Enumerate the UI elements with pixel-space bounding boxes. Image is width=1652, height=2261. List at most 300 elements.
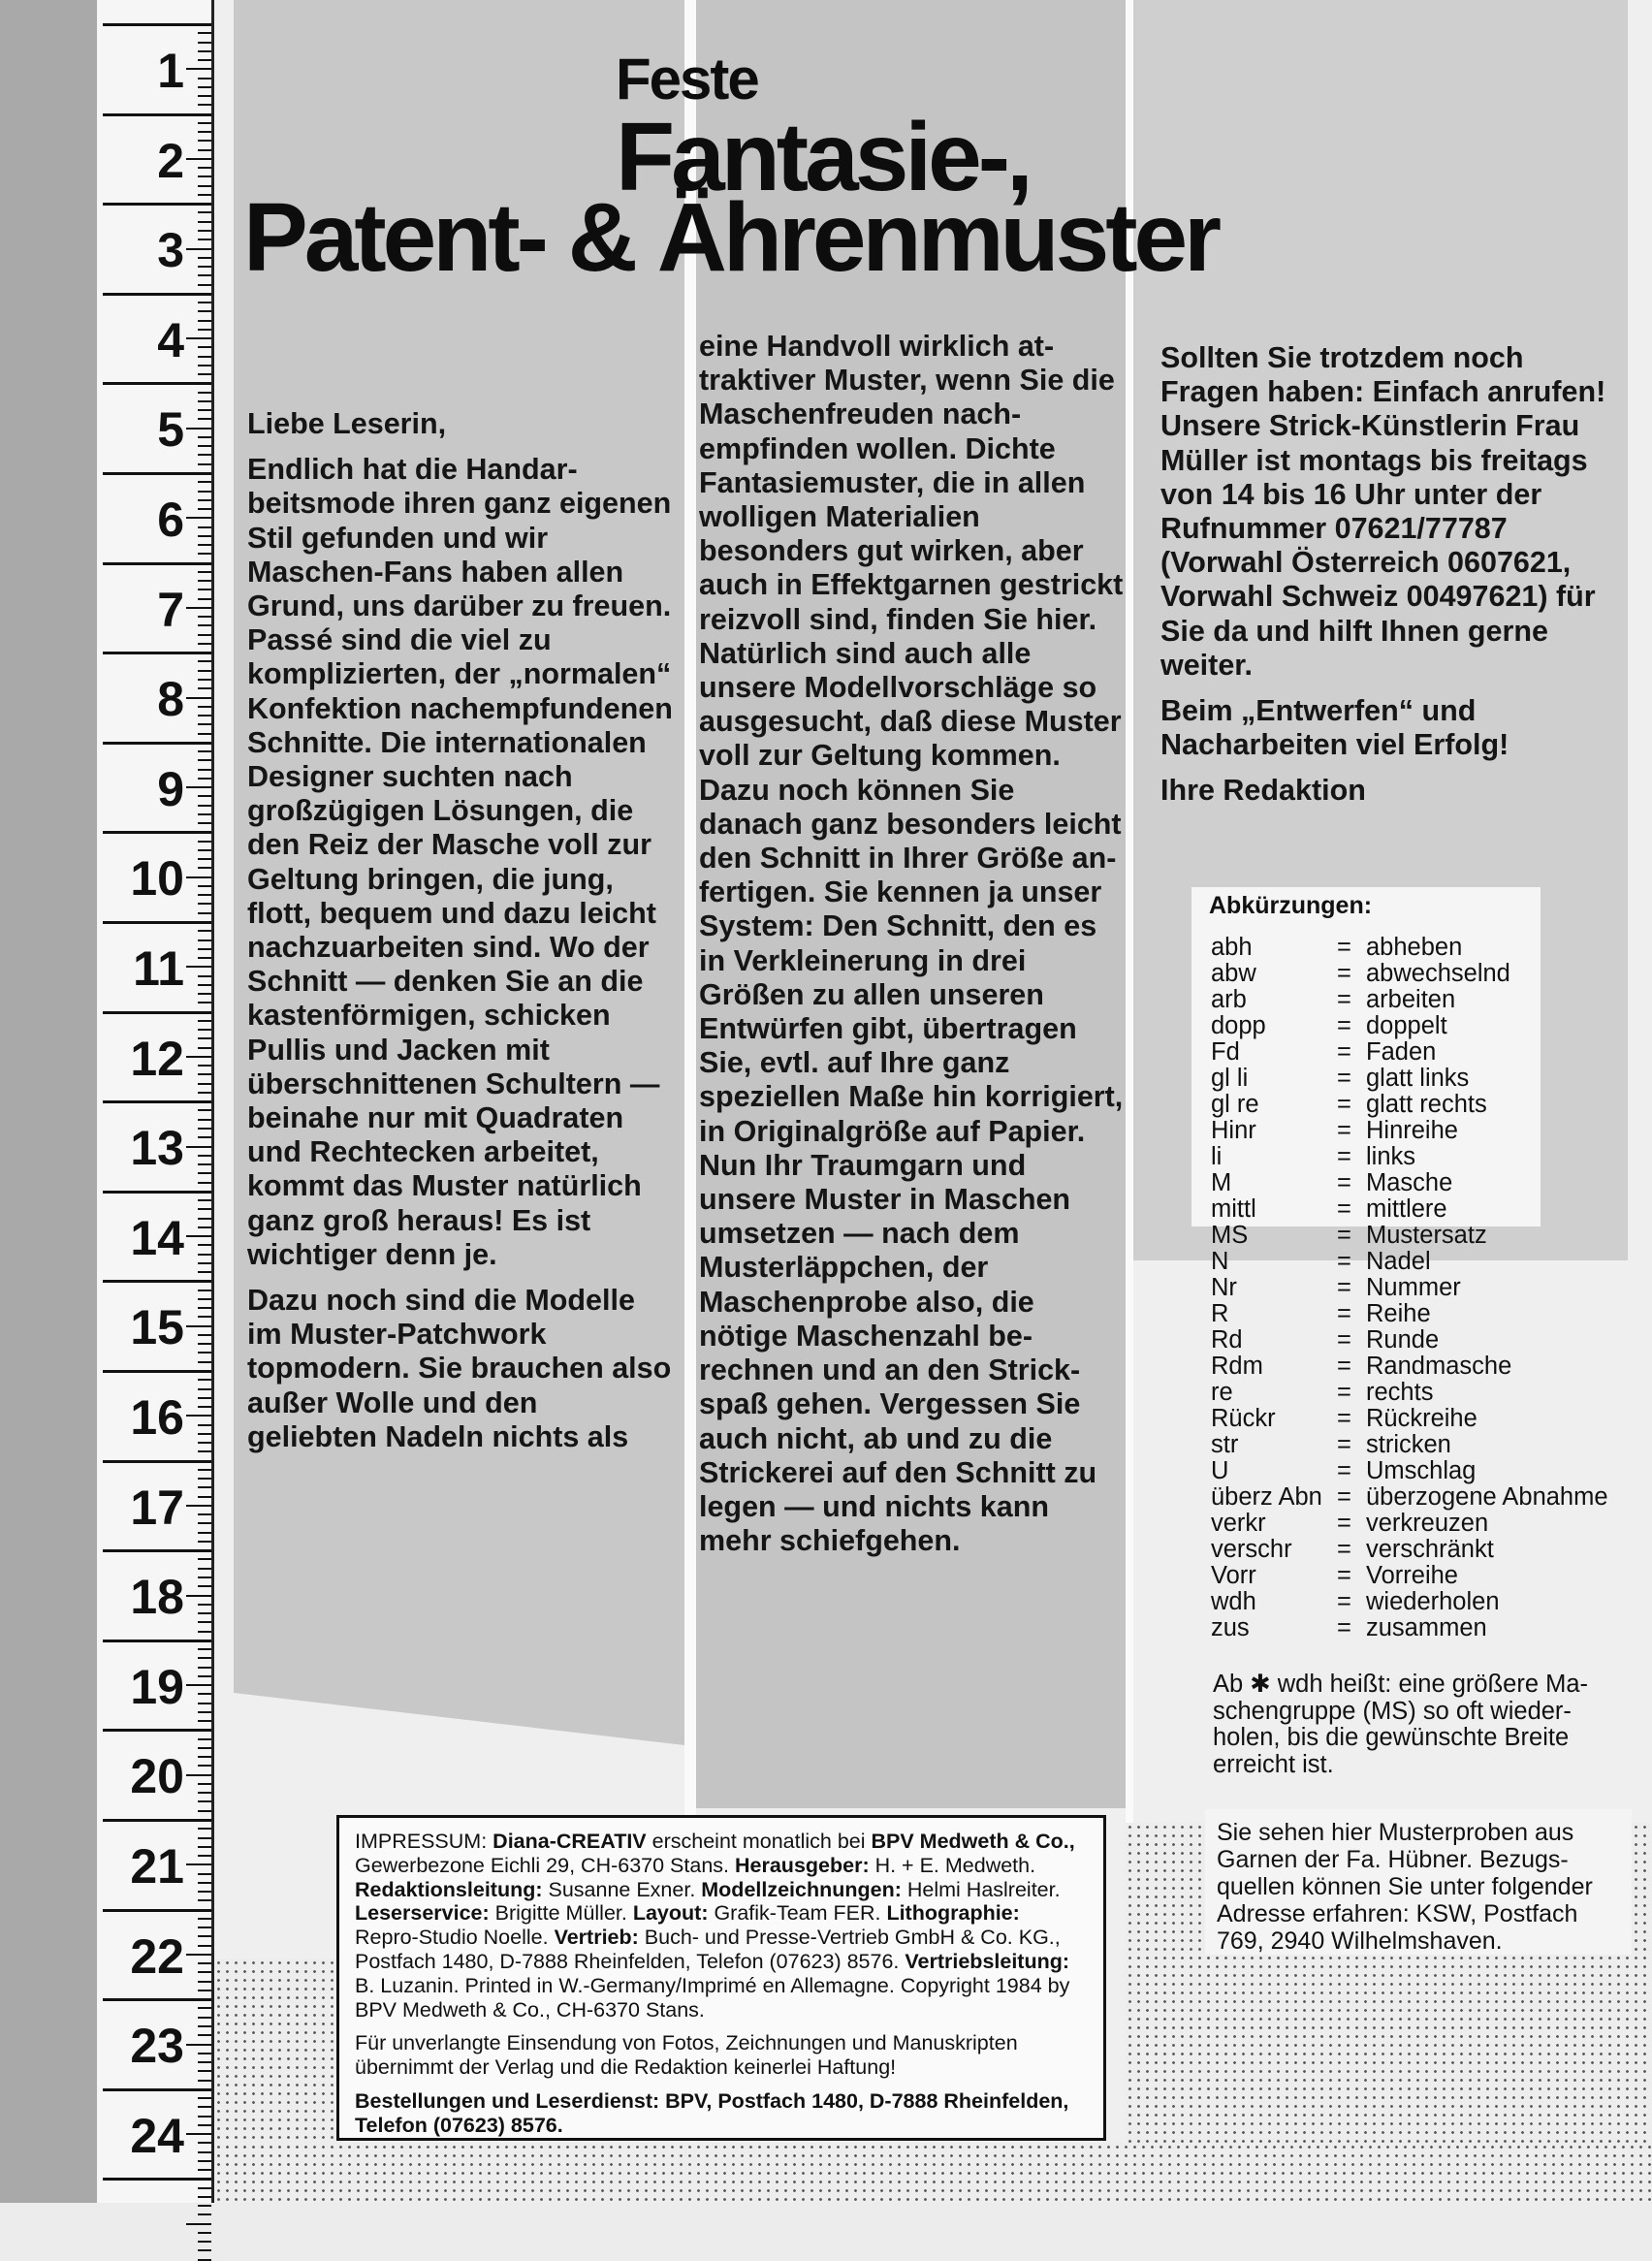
ruler-minor-tick bbox=[198, 1747, 211, 1749]
ruler-minor-tick bbox=[198, 2142, 211, 2144]
abbreviation-eq: = bbox=[1337, 1536, 1351, 1563]
impressum-fragment: Buch- und Presse-Vertrieb GmbH & Co. KG., Postfach 1480, D-7888 Rheinfelden, Telefon (07623) 8576. bbox=[355, 1926, 1061, 1973]
ruler-minor-tick bbox=[198, 445, 211, 447]
abbreviation-eq: = bbox=[1337, 1562, 1351, 1589]
ruler-minor-tick bbox=[198, 975, 211, 977]
ruler-minor-tick bbox=[198, 894, 211, 896]
impressum-label: Redaktionsleitung: bbox=[355, 1877, 543, 1901]
title-line-2: Fantasie-, bbox=[616, 103, 1030, 211]
ruler-minor-tick bbox=[198, 867, 211, 869]
ruler-major-tick bbox=[103, 652, 211, 654]
ruler-number: 4 bbox=[157, 312, 184, 367]
ruler-minor-tick bbox=[198, 140, 211, 142]
ruler-major-tick bbox=[103, 1819, 211, 1822]
ruler-number: 17 bbox=[130, 1480, 184, 1535]
abbreviation-row bbox=[1211, 1615, 1618, 1641]
ruler-minor-tick bbox=[198, 805, 211, 807]
ruler-minor-tick bbox=[198, 813, 211, 815]
impressum-label: Vertriebsleitung: bbox=[905, 1949, 1070, 1973]
ruler-minor-tick bbox=[198, 1873, 211, 1875]
ruler-minor-tick bbox=[186, 68, 211, 70]
ruler-minor-tick bbox=[186, 248, 211, 250]
abbreviation-val: überzogene Abnahme bbox=[1366, 1483, 1608, 1511]
ruler-minor-tick bbox=[198, 266, 211, 268]
ruler-minor-tick bbox=[198, 687, 211, 689]
abbreviation-row bbox=[1211, 1092, 1618, 1118]
ruler-minor-tick bbox=[198, 284, 211, 286]
abbreviation-val: Vorreihe bbox=[1366, 1562, 1458, 1589]
ruler-major-tick bbox=[103, 1011, 211, 1014]
abbreviation-val: wiederholen bbox=[1366, 1588, 1500, 1615]
abbreviation-eq: = bbox=[1337, 1169, 1351, 1196]
ruler-minor-tick bbox=[198, 1109, 211, 1111]
ruler-minor-tick bbox=[198, 320, 211, 322]
ruler-number: 6 bbox=[157, 493, 184, 547]
ruler-number: 8 bbox=[157, 672, 184, 727]
ruler-minor-tick bbox=[198, 1971, 211, 1973]
abbreviation-eq: = bbox=[1337, 1405, 1351, 1432]
ruler-minor-tick bbox=[198, 1667, 211, 1669]
ruler-minor-tick bbox=[198, 1226, 211, 1228]
impressum-label: Vertrieb: bbox=[554, 1926, 639, 1950]
abbreviation-key: mittl bbox=[1211, 1195, 1256, 1223]
impressum-text bbox=[355, 1830, 1088, 2022]
ruler-major-tick bbox=[103, 1729, 211, 1732]
ruler-minor-tick bbox=[198, 1891, 211, 1893]
ruler-minor-tick bbox=[198, 723, 211, 725]
ruler-minor-tick bbox=[198, 1361, 211, 1363]
ruler-number: 21 bbox=[130, 1839, 184, 1894]
ruler-minor-tick bbox=[198, 131, 211, 133]
abbreviation-eq: = bbox=[1337, 1038, 1351, 1066]
ruler-minor-tick bbox=[198, 1424, 211, 1426]
ruler-minor-tick bbox=[198, 2232, 211, 2234]
ruler-minor-tick bbox=[198, 1738, 211, 1740]
ruler-minor-tick bbox=[198, 50, 211, 52]
ruler-minor-tick bbox=[198, 149, 211, 151]
ruler-minor-tick bbox=[198, 221, 211, 223]
ruler-minor-tick bbox=[198, 329, 211, 331]
ruler-minor-tick bbox=[198, 1433, 211, 1435]
ruler-minor-tick bbox=[198, 1397, 211, 1399]
abbreviation-eq: = bbox=[1337, 1300, 1351, 1327]
ruler-number: 16 bbox=[130, 1390, 184, 1445]
ruler-minor-tick bbox=[198, 1703, 211, 1704]
ruler-minor-tick bbox=[198, 1254, 211, 1256]
ruler-minor-tick bbox=[198, 1604, 211, 1606]
ruler-minor-tick bbox=[198, 2196, 211, 2198]
impressum-label: IMPRESSUM: bbox=[355, 1830, 488, 1853]
ruler-minor-tick bbox=[198, 1693, 211, 1695]
magazine-name: Diana-CREATIV bbox=[492, 1830, 647, 1853]
ruler-number: 11 bbox=[133, 941, 184, 996]
abbreviation-row bbox=[1211, 1563, 1618, 1589]
abbreviation-key: li bbox=[1211, 1143, 1223, 1170]
ruler-minor-tick bbox=[198, 1711, 211, 1713]
outer-margin bbox=[0, 0, 97, 2203]
abbreviation-eq: = bbox=[1337, 1353, 1351, 1380]
ruler-minor-tick bbox=[198, 1945, 211, 1947]
ruler-minor-tick bbox=[186, 2223, 211, 2225]
abbreviation-val: verkreuzen bbox=[1366, 1510, 1489, 1537]
ruler-minor-tick bbox=[198, 1522, 211, 1524]
supplier-note: Sie sehen hier Musterproben aus Garnen der Fa. Hübner. Bezugsquellen können Sie unter folgender Adresse erfahren: KSW, Postfach 769, 2940 Wilhelmshaven. bbox=[1205, 1809, 1632, 1955]
ruler-minor-tick bbox=[198, 42, 211, 44]
ruler-minor-tick bbox=[198, 1612, 211, 1614]
ruler-minor-tick bbox=[198, 1271, 211, 1273]
ruler-minor-tick bbox=[198, 571, 211, 573]
ruler-minor-tick bbox=[198, 356, 211, 358]
abbreviation-val: Umschlag bbox=[1366, 1457, 1477, 1484]
ruler-major-tick bbox=[103, 1370, 211, 1373]
impressum-label: Leserservice: bbox=[355, 1901, 490, 1926]
ruler-minor-tick bbox=[198, 59, 211, 61]
ruler-minor-tick bbox=[198, 1657, 211, 1659]
abbreviation-key: Fd bbox=[1211, 1038, 1240, 1066]
ruler-minor-tick bbox=[198, 778, 211, 780]
ruler-major-tick bbox=[103, 293, 211, 296]
ruler-minor-tick bbox=[198, 1478, 211, 1480]
ruler-minor-tick bbox=[198, 400, 211, 402]
ruler-minor-tick bbox=[198, 885, 211, 887]
abbreviation-val: Nummer bbox=[1366, 1274, 1461, 1301]
ruler-minor-tick bbox=[198, 508, 211, 510]
ruler-minor-tick bbox=[198, 589, 211, 590]
ruler-number: 1 bbox=[157, 44, 184, 98]
abbreviation-row bbox=[1211, 1223, 1618, 1249]
ruler-minor-tick bbox=[198, 239, 211, 240]
ruler-major-tick bbox=[103, 1640, 211, 1642]
impressum-fragment: Grafik-Team FER. bbox=[708, 1901, 887, 1926]
ruler-major-tick bbox=[103, 1100, 211, 1103]
ruler-minor-tick bbox=[198, 535, 211, 537]
abbreviation-row bbox=[1211, 1589, 1618, 1615]
ruler-minor-tick bbox=[198, 373, 211, 375]
abbreviation-eq: = bbox=[1337, 1431, 1351, 1458]
ruler-major-tick bbox=[103, 472, 211, 475]
ruler-minor-tick bbox=[198, 2053, 211, 2054]
text-column-1 bbox=[247, 407, 674, 1466]
abbreviation-row bbox=[1211, 1066, 1618, 1092]
abbreviation-row bbox=[1211, 1511, 1618, 1537]
ruler-minor-tick bbox=[198, 858, 211, 860]
ruler-number: 3 bbox=[157, 223, 184, 278]
abbreviation-eq: = bbox=[1337, 960, 1351, 987]
abbreviation-val: Rückreihe bbox=[1366, 1405, 1477, 1432]
ruler-minor-tick bbox=[198, 598, 211, 600]
ruler-number: 10 bbox=[130, 851, 184, 907]
paragraph: Endlich hat die Handarbeitsmode ihren ganz eigenen Stil gefunden und wir Maschen-Fans haben allen Grund, uns darüber zu freuen. Passé sind die viel zu komplizierten, der „normalen“ Konfektion nachempfundenen Schnitte. Die internationalen Designer suchten nach großzügigen Lösungen, die den Reiz der Masche voll zur Geltung bringen, die jung, flott, bequem und dazu leicht nachzuarbeiten sind. Wo der Schnitt — denken Sie an die kastenförmigen, schicken Pullis und Jacken mit überschnittenen Schultern — beinahe nur mit Quadraten und Rechtecken arbeitet, kommt das Muster natürlich ganz groß heraus! Es ist wichtiger denn je. bbox=[247, 453, 673, 1271]
ruler-minor-tick bbox=[198, 660, 211, 662]
ruler-minor-tick bbox=[198, 1800, 211, 1802]
abbreviation-val: Runde bbox=[1366, 1326, 1440, 1353]
abbreviation-row bbox=[1211, 1013, 1618, 1039]
ruler-minor-tick bbox=[198, 418, 211, 420]
ruler-minor-tick bbox=[198, 1585, 211, 1587]
ruler-minor-tick bbox=[198, 2160, 211, 2162]
abbreviation-val: Nadel bbox=[1366, 1248, 1431, 1275]
ruler-minor-tick bbox=[198, 1541, 211, 1543]
ruler-minor-tick bbox=[198, 463, 211, 465]
ruler-minor-tick bbox=[198, 436, 211, 438]
abbreviation-row bbox=[1211, 935, 1618, 961]
abbreviation-key: Rdm bbox=[1211, 1353, 1263, 1380]
abbreviation-val: Masche bbox=[1366, 1169, 1453, 1196]
paragraph: Sollten Sie trotzdem noch Fragen haben: Einfach anrufen! Unsere Strick-Künstlerin Frau Müller ist montags bis freitags von 14 bis 16 Uhr unter der Rufnummer 07621/77787 (Vorwahl Österreich 0607621, Vorwahl Schweiz 00497621) für Sie da und hilft Ihnen gerne weiter. bbox=[1160, 341, 1606, 682]
ruler-minor-tick bbox=[198, 78, 211, 80]
abbreviation-key: abh bbox=[1211, 934, 1253, 961]
impressum-label: Modellzeichnungen: bbox=[701, 1877, 902, 1901]
ruler-minor-tick bbox=[198, 2124, 211, 2126]
abbreviation-key: arb bbox=[1211, 986, 1247, 1013]
abbreviation-row bbox=[1211, 1537, 1618, 1563]
ruler-minor-tick bbox=[198, 1388, 211, 1390]
impressum-label: Herausgeber: bbox=[735, 1853, 870, 1877]
ruler-minor-tick bbox=[198, 1073, 211, 1075]
ruler-minor-tick bbox=[198, 1837, 211, 1839]
ruler-minor-tick bbox=[198, 1828, 211, 1830]
ruler-minor-tick bbox=[198, 553, 211, 555]
ruler-minor-tick bbox=[198, 1469, 211, 1471]
disclaimer: Für unverlangte Einsendung von Fotos, Zeichnungen und Manuskripten übernimmt der Verlag und die Redaktion keinerlei Haftung! bbox=[355, 2031, 1018, 2080]
text-column-3 bbox=[1160, 341, 1606, 820]
title-line-3: Patent- & Ährenmuster bbox=[243, 183, 1219, 292]
ruler-minor-tick bbox=[198, 32, 211, 34]
ruler-minor-tick bbox=[198, 175, 211, 177]
paragraph: Dazu noch sind die Modelle im Muster-Patchwork topmodern. Sie brauchen also außer Wolle und den geliebten Nadeln nichts als bbox=[247, 1284, 672, 1453]
ruler-minor-tick bbox=[198, 1576, 211, 1578]
abbreviation-eq: = bbox=[1337, 1274, 1351, 1301]
ruler-minor-tick bbox=[186, 607, 211, 609]
ruler-minor-tick bbox=[198, 2080, 211, 2082]
ruler-minor-tick bbox=[186, 786, 211, 788]
abbreviation-eq: = bbox=[1337, 1091, 1351, 1118]
ruler-number: 15 bbox=[130, 1300, 184, 1355]
ruler-minor-tick bbox=[198, 624, 211, 626]
ruler-minor-tick bbox=[198, 491, 211, 493]
abbreviation-key: dopp bbox=[1211, 1012, 1266, 1039]
ruler-minor-tick bbox=[198, 1037, 211, 1039]
ruler-minor-tick bbox=[198, 912, 211, 914]
ruler-minor-tick bbox=[186, 1415, 211, 1417]
ruler-minor-tick bbox=[186, 1954, 211, 1956]
ruler-minor-tick bbox=[198, 1002, 211, 1003]
impressum-label: Layout: bbox=[632, 1901, 709, 1926]
ruler-minor-tick bbox=[198, 1486, 211, 1488]
abbreviation-key: re bbox=[1211, 1379, 1233, 1406]
ruler-minor-tick bbox=[198, 733, 211, 735]
ruler-minor-tick bbox=[198, 2070, 211, 2072]
ruler-minor-tick bbox=[198, 1532, 211, 1534]
ruler-minor-tick bbox=[198, 2097, 211, 2099]
ruler-minor-tick bbox=[186, 1235, 211, 1237]
abbreviation-val: links bbox=[1366, 1143, 1416, 1170]
ruler-number: 24 bbox=[130, 2108, 184, 2163]
ruler-minor-tick bbox=[198, 930, 211, 932]
ruler-minor-tick bbox=[198, 715, 211, 717]
ruler-minor-tick bbox=[198, 1899, 211, 1901]
ruler-number: 18 bbox=[130, 1570, 184, 1625]
abbreviation-key: Rd bbox=[1211, 1326, 1243, 1353]
ruler-number: 20 bbox=[130, 1749, 184, 1804]
abbreviation-key: verschr bbox=[1211, 1536, 1292, 1563]
abbreviation-val: glatt rechts bbox=[1366, 1091, 1487, 1118]
abbreviation-val: doppelt bbox=[1366, 1012, 1447, 1039]
ruler-minor-tick bbox=[198, 580, 211, 582]
ruler-minor-tick bbox=[198, 2034, 211, 2036]
impressum-fragment: H. + E. Medweth. bbox=[869, 1853, 1036, 1877]
ruler-minor-tick bbox=[198, 1208, 211, 1210]
ruler-minor-tick bbox=[198, 95, 211, 97]
abbreviation-row bbox=[1211, 1327, 1618, 1353]
ruler-major-tick bbox=[103, 2088, 211, 2091]
ruler-minor-tick bbox=[198, 1262, 211, 1264]
abbreviation-key: str bbox=[1211, 1431, 1239, 1458]
ruler-minor-tick bbox=[198, 616, 211, 618]
ruler-minor-tick bbox=[198, 679, 211, 681]
dot-pattern bbox=[214, 2143, 1652, 2203]
abbreviation-key: U bbox=[1211, 1457, 1229, 1484]
ruler-minor-tick bbox=[198, 1513, 211, 1515]
ruler-minor-tick bbox=[186, 1863, 211, 1865]
ruler-minor-tick bbox=[198, 2151, 211, 2153]
ruler-minor-tick bbox=[198, 1020, 211, 1022]
abbreviation-row bbox=[1211, 1301, 1618, 1327]
ruler-minor-tick bbox=[198, 993, 211, 995]
ruler-major-tick bbox=[103, 921, 211, 924]
abbreviation-eq: = bbox=[1337, 1222, 1351, 1249]
abbreviation-eq: = bbox=[1337, 1588, 1351, 1615]
paragraph: eine Handvoll wirklich attraktiver Muster, wenn Sie die Maschenfreuden nachempfinden wollen. Dichte Fantasiemuster, die in allen wolligen Materialien besonders gut wirken, aber auch in Effektgarnen gestrickt reizvoll sind, finden Sie hier. Natürlich sind auch alle unsere Modellvorschläge so ausgesucht, daß diese Muster voll zur Geltung kommen. Dazu noch können Sie danach ganz besonders leicht den Schnitt in Ihrer Größe anfertigen. Sie kennen ja unser System: Den Schnitt, den es in Verkleinerung in drei Größen zu allen unseren Entwürfen gibt, übertragen Sie, evtl. auf Ihre ganz speziellen Maße hin korrigiert, in Originalgröße auf Papier. Nun Ihr Traumgarn und unsere Muster in Maschen umsetzen — nach dem Musterläppchen, der Maschenprobe also, die nötige Maschenzahl berechnen und an den Strickspaß gehen. Vergessen Sie auch nicht, ab und zu die Strickerei auf den Schnitt zu legen — und nichts kann mehr schiefgehen. bbox=[699, 330, 1124, 1558]
ruler-major-tick bbox=[103, 831, 211, 834]
abbreviation-eq: = bbox=[1337, 1614, 1351, 1641]
ruler-minor-tick bbox=[198, 2213, 211, 2215]
abbreviation-eq: = bbox=[1337, 934, 1351, 961]
abbreviation-key: wdh bbox=[1211, 1588, 1256, 1615]
ruler-minor-tick bbox=[198, 1307, 211, 1309]
ruler-minor-tick bbox=[198, 1047, 211, 1049]
abbreviation-val: arbeiten bbox=[1366, 986, 1456, 1013]
ruler-minor-tick bbox=[198, 849, 211, 851]
ruler-minor-tick bbox=[198, 1882, 211, 1884]
abbreviation-row bbox=[1211, 987, 1618, 1013]
abbreviation-row bbox=[1211, 1458, 1618, 1484]
abbreviation-row bbox=[1211, 1380, 1618, 1406]
ruler-minor-tick bbox=[198, 1568, 211, 1570]
ruler-minor-tick bbox=[198, 822, 211, 824]
ruler-minor-tick bbox=[198, 1927, 211, 1928]
impressum-box bbox=[336, 1815, 1106, 2141]
ruler-minor-tick bbox=[198, 1720, 211, 1722]
ruler-minor-tick bbox=[198, 1990, 211, 1991]
ruler-minor-tick bbox=[198, 1163, 211, 1165]
ruler-minor-tick bbox=[198, 2061, 211, 2063]
ruler-minor-tick bbox=[198, 2187, 211, 2189]
impressum-fragment: erscheint monatlich bei bbox=[646, 1830, 872, 1853]
ruler-minor-tick bbox=[198, 1199, 211, 1201]
ruler-minor-tick bbox=[198, 903, 211, 905]
ruler-minor-tick bbox=[198, 1083, 211, 1085]
ruler-number: 9 bbox=[157, 761, 184, 816]
text-column-2 bbox=[699, 330, 1126, 1570]
abbreviation-val: Randmasche bbox=[1366, 1353, 1512, 1380]
ruler-minor-tick bbox=[198, 194, 211, 196]
ruler-minor-tick bbox=[198, 86, 211, 88]
ruler-minor-tick bbox=[186, 158, 211, 160]
ruler-minor-tick bbox=[198, 211, 211, 213]
abbreviation-key: abw bbox=[1211, 960, 1256, 987]
ruler-minor-tick bbox=[198, 2116, 211, 2118]
ruler-minor-tick bbox=[198, 1065, 211, 1067]
ruler-minor-tick bbox=[186, 1325, 211, 1327]
ruler-minor-tick bbox=[198, 167, 211, 169]
abbreviation-eq: = bbox=[1337, 1457, 1351, 1484]
abbreviation-row bbox=[1211, 1406, 1618, 1432]
ruler-minor-tick bbox=[198, 409, 211, 411]
ruler bbox=[97, 0, 214, 2203]
ruler-minor-tick bbox=[198, 310, 211, 312]
abbreviation-eq: = bbox=[1337, 1065, 1351, 1092]
abbreviation-row bbox=[1211, 1432, 1618, 1458]
ruler-minor-tick bbox=[198, 1182, 211, 1184]
abbreviation-row bbox=[1211, 1118, 1618, 1144]
ruler-minor-tick bbox=[186, 1505, 211, 1507]
ruler-minor-tick bbox=[198, 1379, 211, 1381]
ruler-minor-tick bbox=[198, 1792, 211, 1794]
ruler-major-tick bbox=[103, 382, 211, 385]
abbreviations-note: Ab ✱ wdh heißt: eine größere Maschengruppe (MS) so oft wiederholen, bis die gewünschte Breite erreicht ist. bbox=[1213, 1671, 1589, 1778]
ruler-minor-tick bbox=[198, 1352, 211, 1353]
page bbox=[214, 0, 1652, 2203]
ruler-minor-tick bbox=[186, 517, 211, 519]
abbreviation-key: verkr bbox=[1211, 1510, 1266, 1537]
abbreviation-key: Rückr bbox=[1211, 1405, 1276, 1432]
ruler-number: 23 bbox=[130, 2019, 184, 2074]
ruler-minor-tick bbox=[198, 1406, 211, 1408]
ruler-minor-tick bbox=[198, 1172, 211, 1174]
abbreviation-val: rechts bbox=[1366, 1379, 1434, 1406]
ruler-minor-tick bbox=[198, 257, 211, 259]
ruler-minor-tick bbox=[198, 1783, 211, 1785]
ruler-minor-tick bbox=[198, 454, 211, 456]
ruler-minor-tick bbox=[198, 2205, 211, 2207]
ruler-number: 13 bbox=[130, 1121, 184, 1176]
ruler-minor-tick bbox=[198, 346, 211, 348]
ruler-minor-tick bbox=[198, 526, 211, 528]
abbreviation-key: gl re bbox=[1211, 1091, 1259, 1118]
abbreviation-eq: = bbox=[1337, 1326, 1351, 1353]
ruler-minor-tick bbox=[198, 1846, 211, 1848]
ruler-minor-tick bbox=[198, 274, 211, 276]
ruler-minor-tick bbox=[198, 1343, 211, 1345]
ruler-minor-tick bbox=[198, 1935, 211, 1937]
ruler-minor-tick bbox=[198, 1855, 211, 1857]
abbreviation-key: Vorr bbox=[1211, 1562, 1256, 1589]
impressum-fragment: Gewerbezone Eichli 29, CH-6370 Stans. bbox=[355, 1853, 735, 1877]
ruler-minor-tick bbox=[198, 841, 211, 843]
abbreviation-val: glatt links bbox=[1366, 1065, 1470, 1092]
ruler-major-tick bbox=[103, 1280, 211, 1283]
abbreviation-row bbox=[1211, 1144, 1618, 1170]
ruler-minor-tick bbox=[198, 230, 211, 232]
ruler-minor-tick bbox=[198, 1496, 211, 1498]
ruler-minor-tick bbox=[198, 1029, 211, 1031]
ruler-minor-tick bbox=[198, 1756, 211, 1758]
ruler-minor-tick bbox=[198, 1981, 211, 1983]
abbreviation-val: Reihe bbox=[1366, 1300, 1431, 1327]
ruler-minor-tick bbox=[198, 1648, 211, 1650]
ruler-minor-tick bbox=[186, 337, 211, 339]
